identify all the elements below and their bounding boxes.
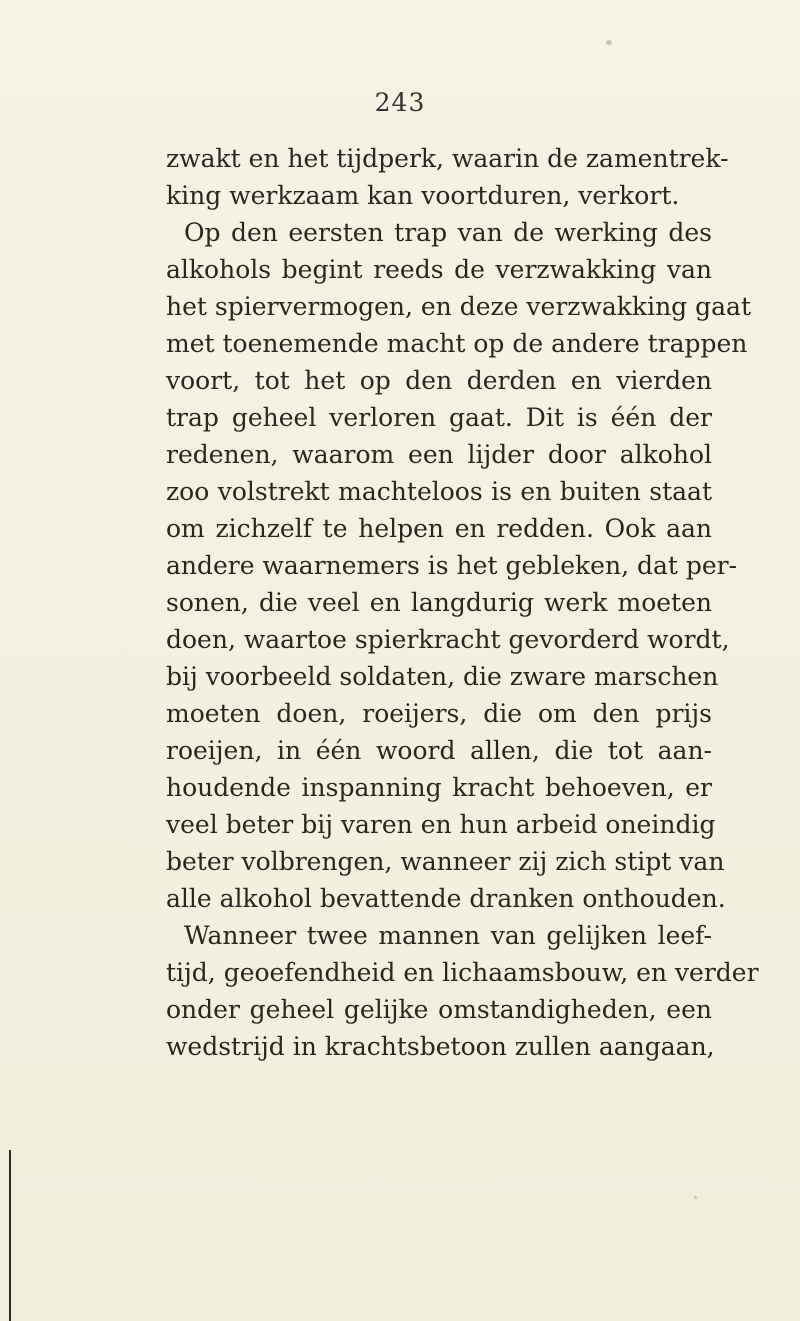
text-line: om zichzelf te helpen en redden. Ook aan [166,514,712,543]
text-line: zoo volstrekt machteloos is en buiten staat [166,477,712,506]
text-line: tijd, geoefendheid en lichaamsbouw, en verder [166,958,759,987]
text-line: alle alkohol bevattende dranken onthouden. [166,884,726,913]
paper-speck [694,1196,697,1199]
text-line: bij voorbeeld soldaten, die zware marschen [166,662,719,691]
text-line: Wanneer twee mannen van gelijken leef- [184,921,712,950]
text-line: wedstrijd in krachtsbetoon zullen aangaan, [166,1032,715,1061]
text-line: trap geheel verloren gaat. Dit is één der [166,403,712,432]
text-line: roeijen, in één woord allen, die tot aan- [166,736,712,765]
text-line: met toenemende macht op de andere trappen [166,329,748,358]
text-line: sonen, die veel en langdurig werk moeten [166,588,712,617]
text-line: doen, waartoe spierkracht gevorderd wordt, [166,625,730,654]
text-line: beter volbrengen, wanneer zij zich stipt van [166,847,725,876]
text-line: zwakt en het tijdperk, waarin de zamentrek- [166,144,729,173]
text-line: alkohols begint reeds de verzwakking van [166,255,712,284]
text-line: het spiervermogen, en deze verzwakking gaat [166,292,751,321]
binding-edge-line [9,1150,11,1321]
text-line: king werkzaam kan voortduren, verkort. [166,181,680,210]
paper-speck [606,40,612,45]
text-line: veel beter bij varen en hun arbeid oneindig [166,810,716,839]
text-line: andere waarnemers is het gebleken, dat per- [166,551,738,580]
text-line: Op den eersten trap van de werking des [184,218,712,247]
text-line: moeten doen, roeijers, die om den prijs [166,699,712,728]
text-line: onder geheel gelijke omstandigheden, een [166,995,712,1024]
text-line: redenen, waarom een lijder door alkohol [166,440,712,469]
text-line: houdende inspanning kracht behoeven, er [166,773,712,802]
body-text [166,140,759,1065]
text-line: voort, tot het op den derden en vierden [166,366,712,395]
page-number: 243 [374,88,426,117]
